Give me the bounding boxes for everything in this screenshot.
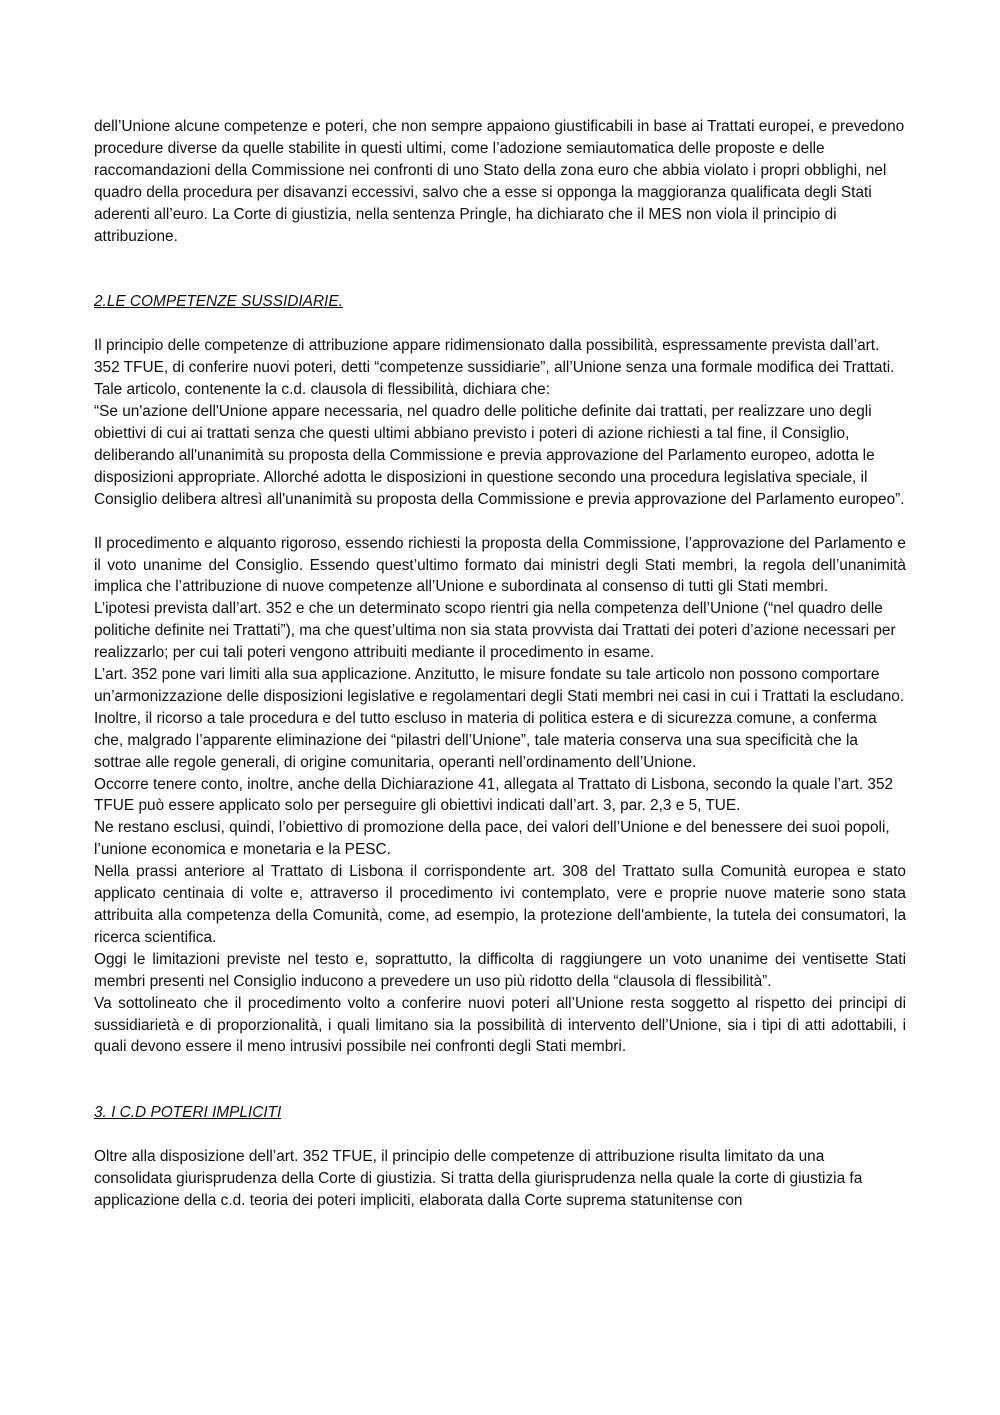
spacer [94,1058,906,1102]
section-2-paragraph-1: Il principio delle competenze di attribuzione appare ridimensionato dalla possibilità, espressamente prevista dall’art. 352 TFUE, di conferire nuovi poteri, detti “competenze sussidiarie”, all’Unione senza una formale modifica dei Trattati. Tale articolo, contenente la c.d. clausola di flessibilità, dichiara che: [94,337,895,399]
section-2-heading: 2.LE COMPETENZE SUSSIDIARIE. [94,293,343,311]
spacer [94,1124,906,1146]
section-2-paragraph-9: Va sottolineato che il procedimento volto a conferire nuovi poteri all’Unione resta soggetto al rispetto dei principi di sussidiarietà e di proporzionalità, i quali limitano sia la possibilità di intervento dell’Unione, sia i tipi di atti adottabili, i quali devono essere il meno intrusivi possibile nei confronti degli Stati membri. [94,994,906,1056]
intro-paragraph: dell’Unione alcune competenze e poteri, che non sempre appaiono giustificabili in base ai Trattati europei, e prevedono procedure diverse da quelle stabilite in questi ultimi, come l’adozione semiautomatica delle proposte e delle raccomandazioni della Commissione nei confronti di uno Stato della zona euro che abbia violato i propri obblighi, nel quadro della procedura per disavanzi eccessivi, salvo che a esse si opponga la maggioranza qualificata degli Stati aderenti all’euro. La Corte di giustizia, nella sentenza Pringle, ha dichiarato che il MES non viola il principio di attribuzione. [94,118,905,245]
spacer [94,511,906,533]
section-3-heading: 3. I C.D POTERI IMPLICITI [94,1104,282,1122]
section-2-quote: “Se un'azione dell'Unione appare necessaria, nel quadro delle politiche definite dai trattati, per realizzare uno degli obiettivi di cui ai trattati senza che questi ultimi abbiano previsto i poteri di azione richiesti a tal fine, il Consiglio, deliberando all'unanimità su proposta della Commissione e previa approvazione del Parlamento europeo, adotta le disposizioni appropriate. Allorché adotta le disposizioni in questione secondo una procedura legislativa speciale, il Consiglio delibera altresì all'unanimità su proposta della Commissione e previa approvazione del Parlamento europeo”. [94,403,905,508]
section-2-paragraph-8: Oggi le limitazioni previste nel testo e, soprattutto, la difficolta di raggiungere un voto unanime dei ventisette Stati membri presenti nel Consiglio inducono a prevedere un uso più ridotto della “clausola di flessibilità”. [94,950,906,990]
section-2-paragraph-2: Il procedimento e alquanto rigoroso, essendo richiesti la proposta della Commissione, l’approvazione del Parlamento e il voto unanime del Consiglio. Essendo quest’ultimo formato dai ministri degli Stati membri, la regola dell’unanimità implica che l’attribuzione di nuove competenze all’Unione e subordinata al consenso di tutti gli Stati membri. [94,534,906,596]
section-2-paragraph-4: L’art. 352 pone vari limiti alla sua applicazione. Anzitutto, le misure fondate su tale articolo non possono comportare un’armonizzazione delle disposizioni legislative e regolamentari degli Stati membri nei casi in cui i Trattati la escludano. Inoltre, il ricorso a tale procedura e del tutto escluso in materia di politica estera e di sicurezza comune, a conferma che, malgrado l’apparente eliminazione dei “pilastri dell’Unione”, tale materia conserva una sua specificità che la sottrae alle regole generali, di origine comunitaria, operanti nell’ordinamento dell’Unione. [94,666,905,771]
section-2-paragraph-6: Ne restano esclusi, quindi, l’obiettivo di promozione della pace, dei valori dell’Unione e del benessere dei suoi popoli, l’unione economica e monetaria e la PESC. [94,819,890,859]
section-2-paragraph-5: Occorre tenere conto, inoltre, anche della Dichiarazione 41, allegata al Trattato di Lisbona, secondo la quale l’art. 352 TFUE può essere applicato solo per perseguire gli obiettivi indicati dall’art. 3, par. 2,3 e 5, TUE. [94,775,894,815]
spacer [94,313,906,335]
section-2-paragraph-3: L’ipotesi prevista dall’art. 352 e che un determinato scopo rientri gia nella competenza dell’Unione (“nel quadro delle politiche definite nei Trattati”), ma che quest’ultima non sia stata provvista dai Trattati dei poteri d’azione necessari per realizzarlo; per cui tali poteri vengono attribuiti mediante il procedimento in esame. [94,600,896,662]
spacer [94,247,906,291]
document-page [94,116,906,1212]
section-2-paragraph-7: Nella prassi anteriore al Trattato di Lisbona il corrispondente art. 308 del Trattato sulla Comunità europea e stato applicato centinaia di volte e, attraverso il procedimento ivi contemplato, vere e proprie nuove materie sono stata attribuita alla competenza della Comunità, come, ad esempio, la protezione dell'ambiente, la tutela dei consumatori, la ricerca scientifica. [94,863,906,946]
section-3-paragraph-1: Oltre alla disposizione dell’art. 352 TFUE, il principio delle competenze di attribuzione risulta limitato da una consolidata giurisprudenza della Corte di giustizia. Si tratta della giurisprudenza nella quale la corte di giustizia fa applicazione della c.d. teoria dei poteri impliciti, elaborata dalla Corte suprema statunitense con [94,1148,863,1210]
